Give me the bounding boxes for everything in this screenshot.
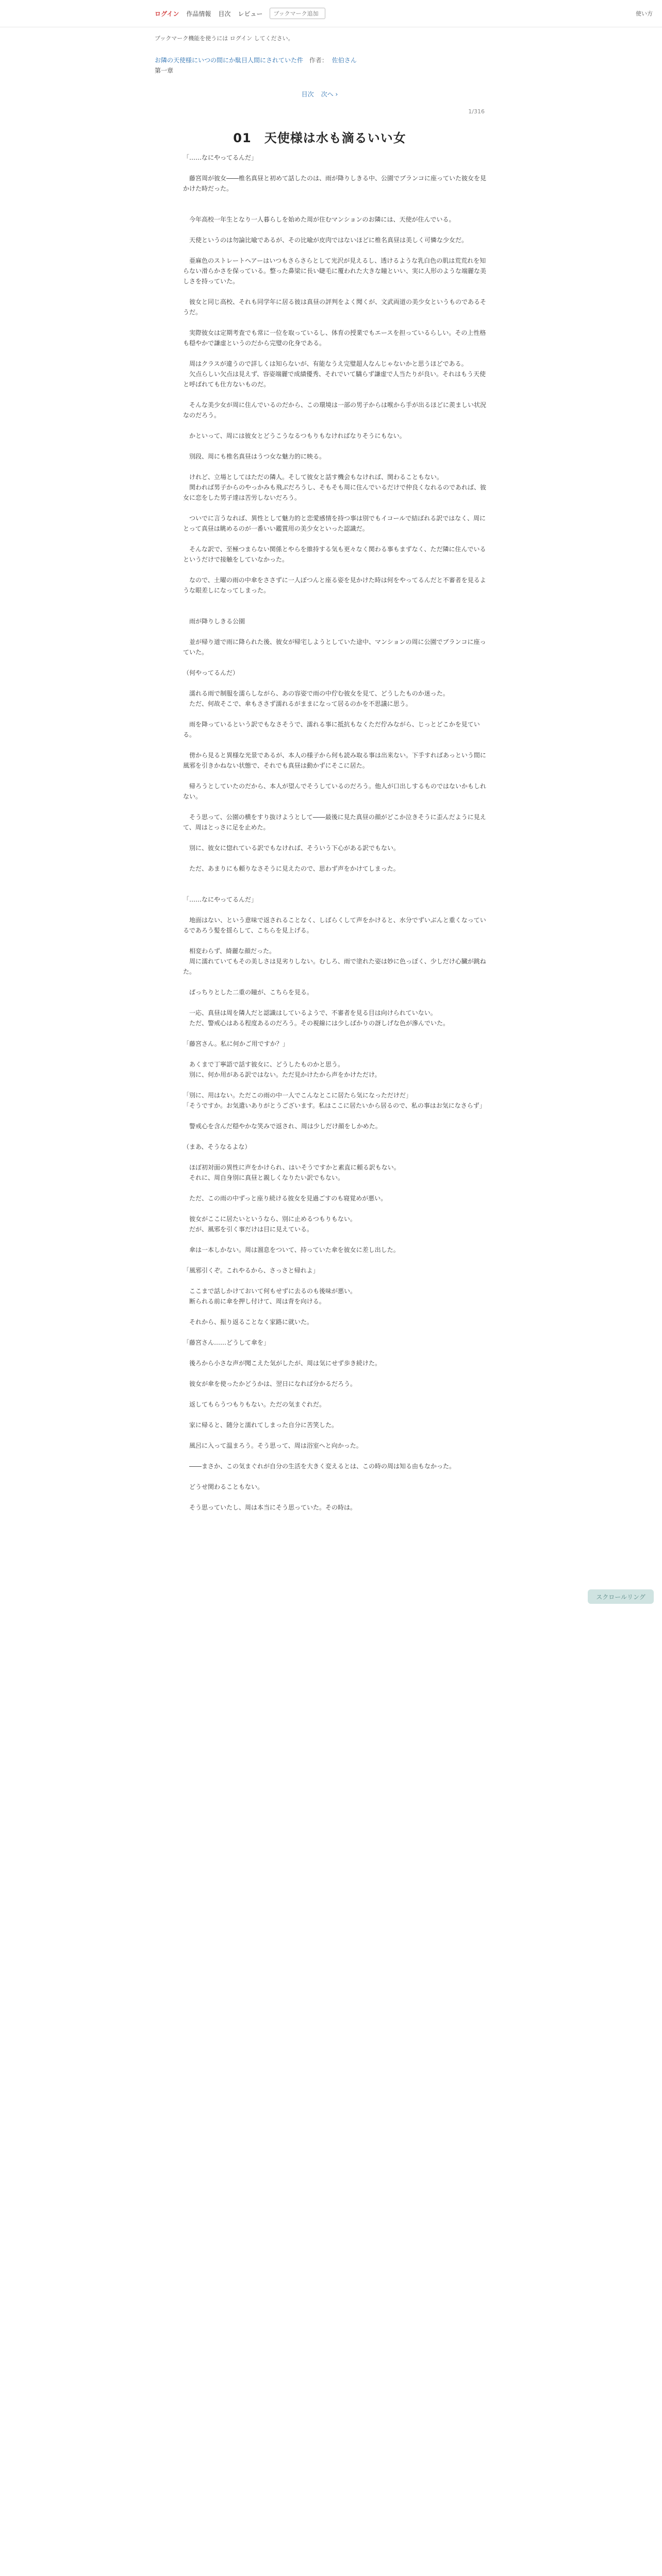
body-paragraph xyxy=(183,874,487,884)
work-title[interactable]: お隣の天使様にいつの間にか駄目人間にされていた件 xyxy=(155,57,304,64)
body-paragraph: 傍から見ると異様な光景であるが、本人の様子から何も読み取る事は出来ない。下手すればあっという間に風邪を引きかねない状態で、それでも真昼は動かずにそこに居た。 xyxy=(183,752,486,769)
body-paragraph xyxy=(183,1410,487,1420)
body-paragraph xyxy=(183,163,487,173)
body-paragraph: それから、振り返ることなく家路に就いた。 xyxy=(183,1318,313,1326)
body-paragraph xyxy=(183,936,487,946)
body-paragraph: 相変わらず、綺麗な顔だった。 xyxy=(183,947,276,955)
body-paragraph xyxy=(183,657,487,668)
body-paragraph xyxy=(183,1111,487,1121)
body-paragraph: 別に、彼女に惚れている訳でもなければ、そういう下心がある訳でもない。 xyxy=(183,844,400,852)
body-paragraph: 「……なにやってるんだ」 xyxy=(183,154,258,161)
body-paragraph: 傘は一本しかない。周は溜息をついて、持っていた傘を彼女に差し出した。 xyxy=(183,1246,400,1253)
body-paragraph xyxy=(183,462,487,472)
body-paragraph xyxy=(183,286,487,297)
body-paragraph: 「そうですか。お気遣いありがとうございます。私はここに居たいから居るので、私の事はお気になさらず」 xyxy=(183,1102,486,1109)
body-paragraph xyxy=(183,420,487,431)
body-paragraph xyxy=(183,678,487,688)
body-paragraph: 今年高校一年生となり一人暮らしを始めた周が住むマンションのお隣には、天使が住んでいる。 xyxy=(183,216,455,223)
body-paragraph: 欠点らしい欠点は見えず、容姿端麗で成績優秀、それでいて驕らず謙虚で人当たりが良い。それはもう天使と呼ばれても仕方ないものだ。 xyxy=(183,370,486,388)
body-paragraph xyxy=(183,194,487,204)
body-paragraph xyxy=(183,606,487,616)
episode-title: 01 天使様は水も滴るいい女 xyxy=(233,131,406,145)
body-paragraph: 雨が降りしきる公園 xyxy=(183,618,245,625)
body-paragraph xyxy=(183,1183,487,1193)
body-paragraph xyxy=(183,1152,487,1162)
header-nav xyxy=(155,6,325,21)
body-paragraph: 藤宮周が彼女――椎名真昼と初めて話したのは、雨が降りしきる中、公園でブランコに座っていた彼女を見かけた時だった。 xyxy=(183,175,487,192)
body-paragraph: 並が帰り道で雨に降られた後、彼女が帰宅しようとしていた途中、マンションの周に公園でブランコに座っていた。 xyxy=(183,638,486,656)
body-paragraph: 周に濡れていてもその美しさは見劣りしない。むしろ、雨で塗れた姿は妙に色っぽく、少しだけ心臓が跳ねた。 xyxy=(183,958,486,975)
body-paragraph: 返してもらうつもりもない。ただの気まぐれだ。 xyxy=(183,1401,326,1408)
body-paragraph: 一応、真昼は周を隣人だと認識はしているようで、不審者を見る目は向けられていない。 xyxy=(183,1009,437,1016)
body-paragraph: ただ、この雨の中ずっと座り続ける彼女を見過ごすのも寝覚めが悪い。 xyxy=(183,1195,387,1202)
body-paragraph: 亜麻色のストレートヘアーはいつもさらさらとして光沢が見えるし、透けるような乳白色の肌は荒荒れを知らない滑らかさを保っている。整った鼻梁に長い睫毛に覆われた大きな瞳といい、実に人形のような端麗な美しさを持っていた。 xyxy=(183,257,487,285)
body-paragraph xyxy=(183,317,487,328)
body-paragraph: 「……なにやってるんだ」 xyxy=(183,896,258,903)
author-link[interactable]: 佐伯さん xyxy=(332,57,357,64)
site-header xyxy=(0,0,662,27)
body-paragraph xyxy=(183,626,487,637)
body-paragraph xyxy=(183,740,487,750)
body-paragraph xyxy=(183,884,487,894)
body-paragraph xyxy=(183,1049,487,1059)
body-paragraph: （何やってるんだ） xyxy=(183,669,239,676)
body-paragraph: そう思っていたし、周は本当にそう思っていた。その時は。 xyxy=(183,1504,357,1511)
body-paragraph: ただ、あまりにも頼りなさそうに見えたので、思わず声をかけてしまった。 xyxy=(183,865,400,872)
body-paragraph xyxy=(183,997,487,1008)
body-paragraph xyxy=(183,534,487,544)
body-paragraph: 「藤宮さん。私に何かご用ですか？」 xyxy=(183,1040,289,1047)
body-paragraph: 彼女と同じ高校、それも同学年に居る彼は真昼の評判をよく聞くが、文武両道の美少女というものであるそうだ。 xyxy=(183,298,487,316)
body-paragraph: ――まさか、この気まぐれが自分の生活を大きく変えるとは、この時の周は知る由もなかった。 xyxy=(183,1463,456,1470)
nav-toc[interactable]: 目次 xyxy=(218,10,231,18)
help-link[interactable]: 使い方 xyxy=(636,10,653,17)
body-paragraph xyxy=(183,1368,487,1379)
body-paragraph: ここまで話しかけておいて何もせずに去るのも後味が悪い。 xyxy=(183,1287,357,1295)
next-link[interactable]: 次へ › xyxy=(321,91,338,98)
body-paragraph xyxy=(183,1255,487,1265)
body-paragraph: 別に、何か用がある訳ではない。ただ見かけたから声をかけただけ。 xyxy=(183,1071,381,1078)
novel-body xyxy=(183,152,487,1513)
body-paragraph xyxy=(183,1080,487,1090)
body-paragraph: ただ、警戒心はある程度あるのだろう。その視線には少しばかりの訝しげな色が滲んでいた。 xyxy=(183,1020,450,1027)
body-paragraph: あくまで丁寧語で話す彼女に、どうしたものかと思う。 xyxy=(183,1061,344,1068)
body-paragraph: 彼女が傘を使ったかどうかは、翌日になれば分かるだろう。 xyxy=(183,1380,357,1387)
body-paragraph: 警戒心を含んだ穏やかな笑みで返され、周は少しだけ顔をしかめた。 xyxy=(183,1123,382,1130)
body-paragraph: 濡れる雨で制服を濡らしながら、あの容姿で雨の中佇む彼女を見て、どうしたものか迷った。 xyxy=(183,690,449,697)
nav-review[interactable]: レビュー xyxy=(238,10,263,18)
body-paragraph xyxy=(183,596,487,606)
body-paragraph: 家に帰ると、随分と濡れてしまった自分に苦笑した。 xyxy=(183,1421,338,1429)
body-paragraph xyxy=(183,853,487,863)
body-paragraph xyxy=(183,1307,487,1317)
body-paragraph: ぱっちりとした二重の瞳が、こちらを見る。 xyxy=(183,989,313,996)
scroll-ring-button[interactable]: スクロールリング xyxy=(588,1589,654,1604)
body-paragraph: それに、周自身別に真昼と親しくなりたい訳でもない。 xyxy=(183,1174,344,1181)
author-label: 作者： xyxy=(309,57,328,64)
body-paragraph xyxy=(183,245,487,256)
body-paragraph xyxy=(183,1389,487,1399)
body-paragraph: 「別に、用はない。ただこの雨の中一人でこんなとこに居たら気になっただけだ」 xyxy=(183,1092,412,1099)
body-paragraph xyxy=(183,1234,487,1245)
body-paragraph xyxy=(183,1204,487,1214)
body-paragraph: 別段、周にも椎名真昼はうつ女な魅力的に映る。 xyxy=(183,453,326,460)
body-paragraph: 「藤宮さん……どうして傘を」 xyxy=(183,1339,270,1346)
body-paragraph xyxy=(183,348,487,359)
body-paragraph xyxy=(183,1451,487,1461)
nav-work-info[interactable]: 作品情報 xyxy=(186,10,211,18)
body-paragraph xyxy=(183,1348,487,1358)
body-paragraph: 後ろから小さな声が聞こえた気がしたが、周は気にせず歩き続けた。 xyxy=(183,1360,382,1367)
body-paragraph xyxy=(183,565,487,575)
body-paragraph xyxy=(183,389,487,400)
body-paragraph: そんな美少女が周に住んでいるのだから、この環境は一部の男子からは喉から手が出るほどに羨ましい状況なのだろう。 xyxy=(183,401,487,419)
body-paragraph: （まあ、そうなるよな） xyxy=(183,1143,251,1150)
body-paragraph: ついでに言うなれば、異性として魅力的と恋愛感情を持つ事は別でもイコールで結ばれる訳ではなく、周にとって真昼は眺めるのが一番いい鑑賞用の美少女といった認識だ。 xyxy=(183,515,486,532)
login-link[interactable]: ログイン xyxy=(155,10,179,18)
chapter-label: 第一章 xyxy=(155,67,174,74)
body-paragraph xyxy=(183,441,487,451)
body-paragraph xyxy=(183,977,487,987)
body-paragraph xyxy=(183,1028,487,1039)
body-paragraph: 地面はない、という意味で返されることなく、しばらくして声をかけると、水分でずいぶんと重くなっているであろう髪を揺らして、こちらを見上げる。 xyxy=(183,917,486,934)
body-paragraph: 「風邪引くぞ。これやるから、さっさと帰れよ」 xyxy=(183,1267,319,1274)
body-paragraph: ただ、何故そこで、傘もささず濡れるがままになって居るのかを不思議に思う。 xyxy=(183,700,412,707)
body-paragraph: ほぼ初対面の異性に声をかけられ、はいそうですかと素直に頼る訳もない。 xyxy=(183,1164,400,1171)
bookmark-input[interactable]: ブックマーク追加 xyxy=(270,8,325,19)
body-paragraph: 帰ろうとしていたのだから、本人が望んでそうしているのだろう。他人が口出しするものではないかもしれない。 xyxy=(183,783,487,800)
body-paragraph xyxy=(183,1327,487,1337)
episode-number: 1/316 xyxy=(468,108,485,115)
body-paragraph: 関われば男子からのやっかみも飛ぶだろうし、そもそも周に住んでいるだけで仲良くなれるのであれば、彼女に恋をした男子達は苦労しないだろう。 xyxy=(183,484,487,501)
body-paragraph: 周はクラスが違うので詳しくは知らないが、有能なうえ完璧超人なんじゃないかと思うほどである。 xyxy=(183,360,468,367)
body-paragraph xyxy=(183,204,487,214)
body-paragraph: そんな訳で、至極つまらない関係とやらを維持する気も更々なく関わる事もまずなく、ただ隣に住んでいるというだけで接触をしていなかった。 xyxy=(183,546,486,563)
body-paragraph xyxy=(183,1131,487,1142)
body-paragraph: 実際彼女は定期考査でも常に一位を取っているし、体育の授業でもエースを担っているらしい。その上性格も穏やかで謙虚というのだから完璧の化身である。 xyxy=(183,329,486,347)
body-paragraph xyxy=(183,1430,487,1440)
body-paragraph xyxy=(183,1276,487,1286)
body-paragraph xyxy=(183,709,487,719)
toc-link[interactable]: 目次 xyxy=(301,91,314,98)
body-paragraph xyxy=(183,771,487,781)
body-paragraph: どうせ関わることもない。 xyxy=(183,1483,264,1490)
body-paragraph: けれど、立場としてはただの隣人。そして彼女と話す機会もなければ、関わることもない。 xyxy=(183,473,443,481)
body-paragraph: かといって、周には彼女とどうこうなるつもりもなければなりそうにもない。 xyxy=(183,432,406,439)
body-paragraph xyxy=(183,503,487,513)
body-paragraph xyxy=(183,1492,487,1502)
body-paragraph: なので、土曜の雨の中傘をささずに一人ぽつんと座る姿を見かけた時は何をやってるんだと不審者を見るような眼差しになってしまった。 xyxy=(183,577,486,594)
body-paragraph xyxy=(183,802,487,812)
body-paragraph: だが、風邪を引く事だけは目に見えている。 xyxy=(183,1226,313,1233)
body-paragraph xyxy=(183,905,487,915)
body-paragraph: 断られる前に傘を押し付けて、周は背を向ける。 xyxy=(183,1298,325,1305)
body-paragraph xyxy=(183,225,487,235)
body-paragraph: そう思って、公園の横をすり抜けようとして――最後に見た真昼の顔がどこか泣きそうに歪んだように見えて、周はとっさに足を止めた。 xyxy=(183,814,486,831)
body-paragraph: 天使というのは勿論比喩であるが、その比喩が皮肉ではないほどに椎名真昼は美しく可憐な少女だ。 xyxy=(183,236,468,244)
body-paragraph: 彼女がここに居たいというなら、別に止めるつもりもない。 xyxy=(183,1215,356,1223)
body-paragraph: 風呂に入って温まろう。そう思って、周は浴室へと向かった。 xyxy=(183,1442,362,1449)
body-paragraph: 雨を降っているという訳でもなさそうで、濡れる事に抵抗もなくただ佇みながら、じっとどこかを見ている。 xyxy=(183,721,480,738)
work-title-row xyxy=(155,56,485,65)
body-paragraph xyxy=(183,1471,487,1482)
pager-top xyxy=(155,90,485,98)
body-paragraph xyxy=(183,833,487,843)
login-note: ブックマーク機能を使うには ログイン してください。 xyxy=(155,35,294,42)
